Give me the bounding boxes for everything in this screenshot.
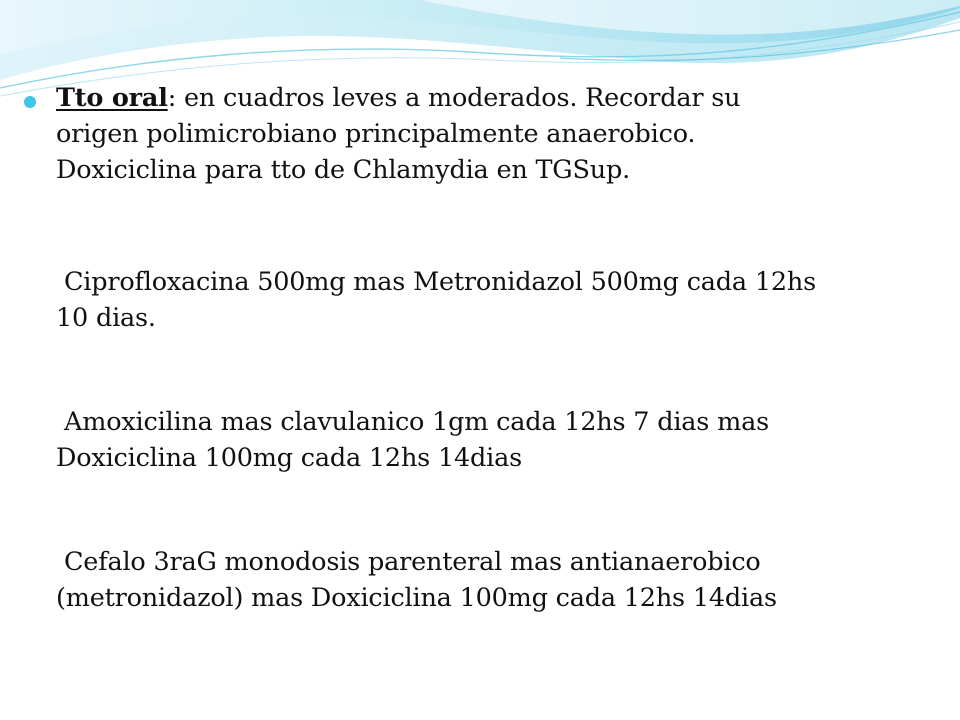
bullet-line-2: origen polimicrobiano principalmente anaerobico. bbox=[56, 119, 696, 149]
regimen-amoxicilina bbox=[56, 404, 769, 476]
regimen-1-line-2: 10 dias. bbox=[56, 303, 156, 333]
regimen-3-line-2: (metronidazol) mas Doxiciclina 100mg cada 12hs 14dias bbox=[56, 583, 777, 613]
regimen-1-line-1: Ciprofloxacina 500mg mas Metronidazol 500mg cada 12hs bbox=[64, 267, 816, 297]
regimen-2-line-2: Doxiciclina 100mg cada 12hs 14dias bbox=[56, 443, 522, 473]
treatment-term: Tto oral bbox=[56, 83, 168, 113]
regimen-ciprofloxacina bbox=[56, 264, 816, 336]
regimen-3-line-1: Cefalo 3raG monodosis parenteral mas antianaerobico bbox=[64, 547, 761, 577]
bullet-paragraph bbox=[56, 80, 740, 188]
bullet-line-3: Doxiciclina para tto de Chlamydia en TGSup. bbox=[56, 155, 630, 185]
regimen-2-line-1: Amoxicilina mas clavulanico 1gm cada 12hs 7 dias mas bbox=[64, 407, 769, 437]
regimen-cefalo bbox=[56, 544, 777, 616]
bullet-line-1 bbox=[56, 80, 740, 116]
bullet-line-1-text: : en cuadros leves a moderados. Recordar su bbox=[167, 83, 741, 113]
bullet-dot-icon bbox=[24, 96, 36, 108]
